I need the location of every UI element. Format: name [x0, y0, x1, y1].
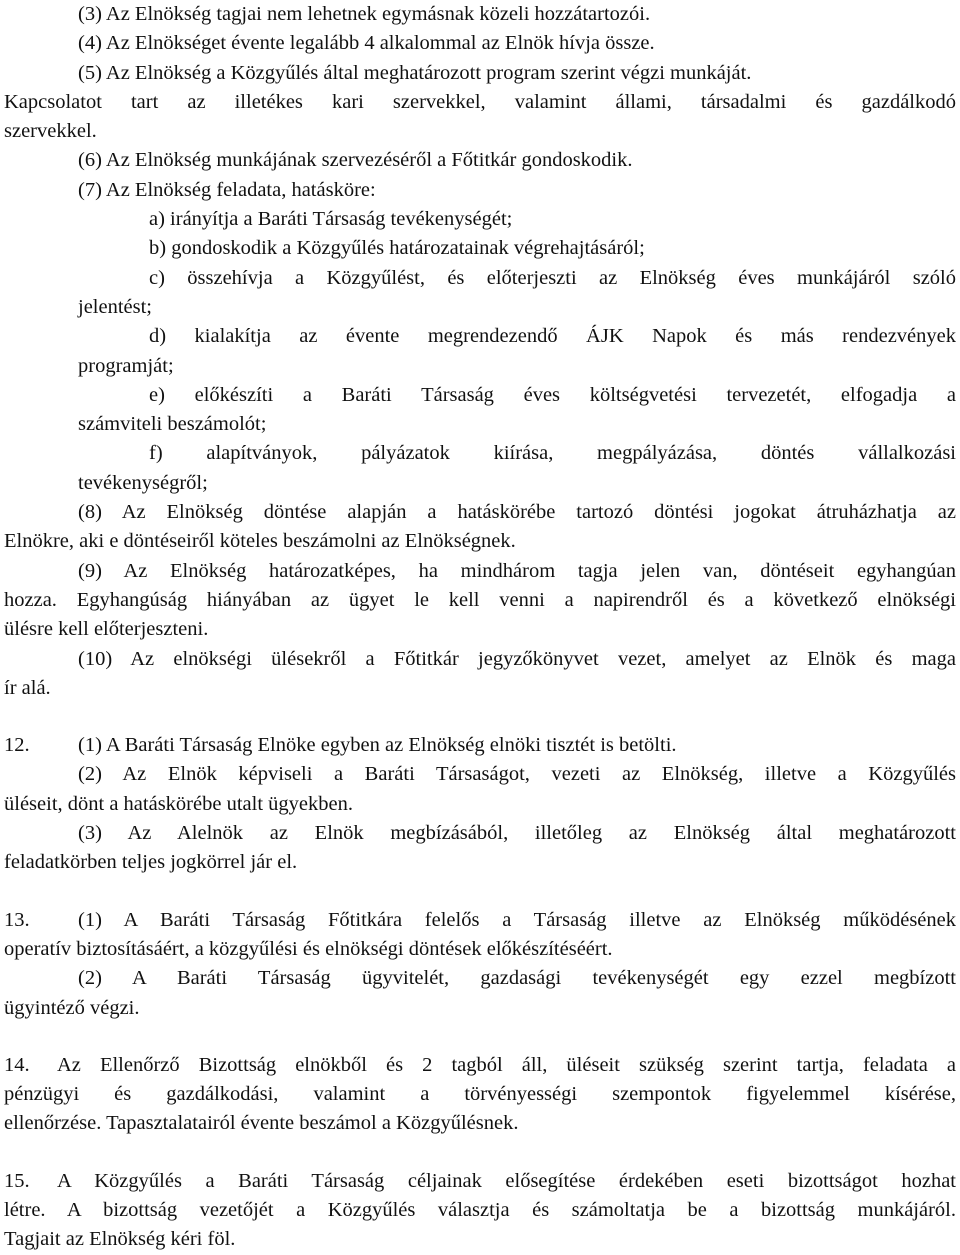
- paragraph-5-line-2: Kapcsolatot tart az illetékes kari szervekkel, valamint állami, társadalmi és gazdálkodó: [4, 90, 956, 113]
- section-13-first-line: [4, 906, 956, 935]
- section-gap: [4, 1139, 956, 1167]
- section-15-line: Tagjait az Elnökség kéri föl.: [4, 1228, 236, 1251]
- section-13-line: ügyintéző végzi.: [4, 996, 140, 1019]
- section-13-text: (1) A Baráti Társaság Főtitkára felelős a Társaság illetve az Elnökség működésének: [78, 908, 956, 931]
- paragraph-6: (6) Az Elnökség munkájának szervezéséről a Főtitkár gondoskodik.: [78, 149, 633, 172]
- section-number: 13.: [4, 908, 30, 931]
- paragraph-10-line-1: (10) Az elnökségi ülésekről a Főtitkár jegyzőkönyvet vezet, amelyet az Elnök és maga: [78, 647, 956, 670]
- list-item-f-line-2: tevékenységről;: [78, 471, 208, 494]
- paragraph-10-line-2: ír alá.: [4, 676, 51, 699]
- section-13-line: (2) A Baráti Társaság ügyvitelét, gazdasági tevékenységét egy ezzel megbízott: [78, 967, 956, 990]
- section-12-line: üléseit, dönt a hatáskörébe utalt ügyekben.: [4, 792, 353, 815]
- section-gap: [4, 1023, 956, 1051]
- list-item-d-line-2: programját;: [78, 354, 174, 377]
- paragraph-7-heading: (7) Az Elnökség feladata, hatásköre:: [78, 178, 376, 201]
- paragraph-5-line-3: szervekkel.: [4, 120, 97, 143]
- list-item-e-line-1: e) előkészíti a Baráti Társaság éves költségvetési tervezetét, elfogadja a: [149, 383, 956, 406]
- section-15-first-line: [4, 1167, 956, 1196]
- section-number: 14.: [4, 1053, 30, 1076]
- section-number: 15.: [4, 1169, 30, 1192]
- section-13-line: operatív biztosításáért, a közgyűlési és elnökségi döntések előkészítéséért.: [4, 937, 613, 960]
- list-item-b: b) gondoskodik a Közgyűlés határozatainak végrehajtásáról;: [149, 237, 645, 260]
- list-item-c-line-1: c) összehívja a Közgyűlést, és előterjeszti az Elnökség éves munkájáról szóló: [149, 266, 956, 289]
- section-12-line: feladatkörben teljes jogkörrel jár el.: [4, 851, 298, 874]
- list-item-a: a) irányítja a Baráti Társaság tevékenységét;: [149, 208, 513, 231]
- list-item-d-line-1: d) kialakítja az évente megrendezendő ÁJK Napok és más rendezvények: [149, 325, 956, 348]
- section-14-line: ellenőrzése. Tapasztalatairól évente beszámol a Közgyűlésnek.: [4, 1112, 519, 1135]
- section-14-first-line: [4, 1051, 956, 1080]
- paragraph-9-line-1: (9) Az Elnökség határozatképes, ha mindhárom tagja jelen van, döntéseit egyhangúan: [78, 559, 956, 582]
- paragraph-5-line-1: (5) Az Elnökség a Közgyűlés által meghatározott program szerint végzi munkáját.: [78, 61, 752, 84]
- list-item-f-line-1: f) alapítványok, pályázatok kiírása, megpályázása, döntés vállalkozási: [149, 442, 956, 465]
- paragraph-3: (3) Az Elnökség tagjai nem lehetnek egymásnak közeli hozzátartozói.: [78, 3, 651, 25]
- paragraph-8-line-1: (8) Az Elnökség döntése alapján a hatáskörébe tartozó döntési jogokat átruházhatja az: [78, 501, 956, 524]
- section-gap: [4, 703, 956, 731]
- list-item-c-line-2: jelentést;: [78, 295, 153, 318]
- paragraph-9-line-3: ülésre kell előterjeszteni.: [4, 618, 209, 641]
- list-item-e-line-2: számviteli beszámolót;: [78, 413, 267, 436]
- paragraph-4: (4) Az Elnökséget évente legalább 4 alkalommal az Elnök hívja össze.: [78, 32, 655, 55]
- paragraph-9-line-2: hozza. Egyhangúság hiányában az ügyet le kell venni a napirendről és a következő elnökségi: [4, 588, 956, 611]
- section-15-text: A Közgyűlés a Baráti Társaság céljainak elősegítése érdekében eseti bizottságot hozhat: [57, 1169, 956, 1192]
- section-12-line: (2) Az Elnök képviseli a Baráti Társaságot, vezeti az Elnökség, illetve a Közgyűlés: [78, 763, 956, 786]
- paragraph-8-line-2: Elnökre, aki e döntéseiről köteles beszámolni az Elnökségnek.: [4, 530, 516, 553]
- section-gap: [4, 878, 956, 906]
- section-14-text: Az Ellenőrző Bizottság elnökből és 2 tagból áll, üléseit szükség szerint tartja, feladata a: [57, 1053, 956, 1076]
- section-12-first-line: [4, 731, 956, 760]
- section-15-line: létre. A bizottság vezetőjét a Közgyűlés választja és számoltatja be a bizottság munkájáról.: [4, 1198, 956, 1221]
- document-page: [4, 0, 956, 1255]
- section-14-line: pénzügyi és gazdálkodási, valamint a törvényességi szempontok figyelemmel kísérése,: [4, 1083, 956, 1106]
- section-12-text: (1) A Baráti Társaság Elnöke egyben az Elnökség elnöki tisztét is betölti.: [78, 734, 677, 757]
- section-number: 12.: [4, 734, 30, 757]
- section-12-line: (3) Az Alelnök az Elnök megbízásából, illetőleg az Elnökség által meghatározott: [78, 822, 956, 845]
